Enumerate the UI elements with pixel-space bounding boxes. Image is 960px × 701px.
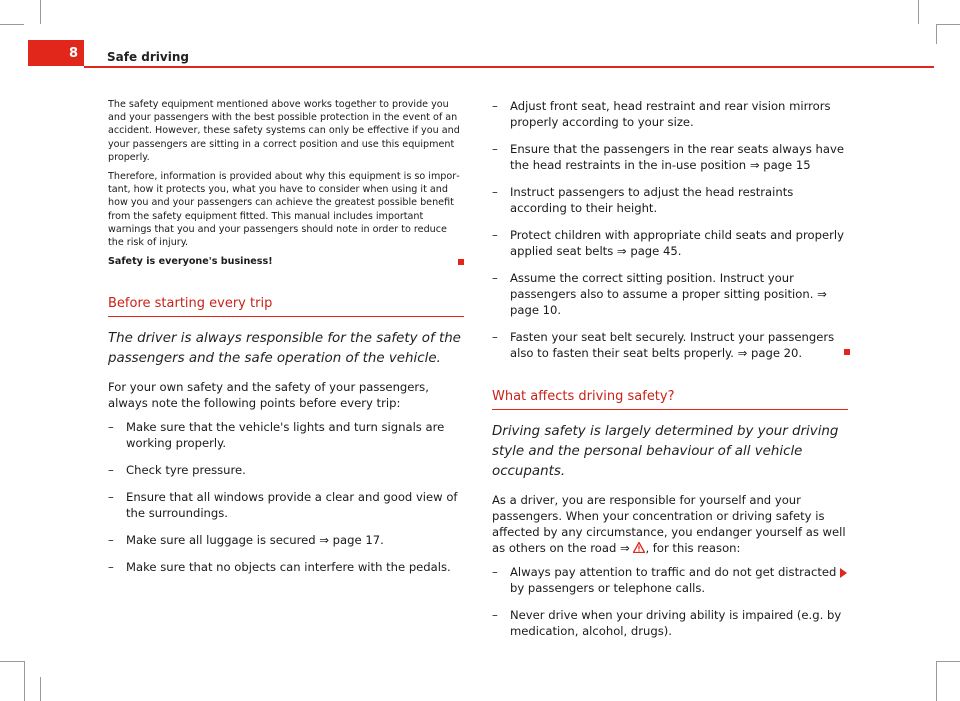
section-lead: The driver is always responsible for the safety of the passengers and the safe operation of the vehicle. xyxy=(108,331,461,367)
crop-mark-bl-h xyxy=(0,661,24,662)
section-body: For your own safety and the safety of your passengers, always note the following points before every trip: xyxy=(108,380,429,411)
section-body xyxy=(492,492,848,556)
section-heading-before-trip: Before starting every trip xyxy=(108,296,464,317)
section-body-text: As a driver, you are responsible for yourself and your passengers. When your concentration or driving safety is affected by any circumstance, you endanger yourself as well as others on the road ⇒ xyxy=(492,493,846,555)
list-item-last xyxy=(492,329,848,361)
crop-mark-tr-v xyxy=(918,0,919,24)
crop-mark-bl-v2 xyxy=(24,661,25,701)
crop-mark-br-h xyxy=(936,661,960,662)
list-item: – Check tyre pressure. xyxy=(108,462,464,478)
continue-arrow-icon xyxy=(840,568,847,578)
chapter-title: Safe driving xyxy=(107,50,189,64)
list-item: – Ensure that the passengers in the rear seats always have the head restraints in the in-use position ⇒ page 15 xyxy=(492,141,848,173)
list-item-text: Fasten your seat belt securely. Instruct your passengers also to fasten their seat belts properly. ⇒ page 20. xyxy=(510,330,835,360)
section-lead: Driving safety is largely determined by your driving style and the personal behaviour of all vehicle occupants. xyxy=(492,424,839,479)
crop-mark-br-v xyxy=(936,661,937,701)
list-item: – Always pay attention to traffic and do not get distracted by passengers or telephone calls. xyxy=(492,564,848,596)
list-item: – Make sure all luggage is secured ⇒ page 17. xyxy=(108,532,464,548)
section-heading-driving-safety: What affects driving safety? xyxy=(492,389,848,410)
checklist-continued xyxy=(492,98,848,361)
header-rule xyxy=(84,66,934,68)
crop-mark-tr-v2 xyxy=(936,24,937,44)
list-item: – Adjust front seat, head restraint and rear vision mirrors properly according to your size. xyxy=(492,98,848,130)
list-item: – Make sure that the vehicle's lights and turn signals are working properly. xyxy=(108,419,464,451)
crop-mark-tr-h xyxy=(936,24,960,25)
crop-mark-bl-v xyxy=(40,677,41,701)
slogan-text: Safety is everyone's business! xyxy=(108,256,273,268)
crop-mark-tl-h xyxy=(0,24,24,25)
left-column xyxy=(108,98,464,586)
crop-mark-tl-v xyxy=(40,0,41,24)
warning-triangle-icon xyxy=(633,542,645,553)
list-item: – Ensure that all windows provide a clear and good view of the surroundings. xyxy=(108,489,464,521)
list-item: – Protect children with appropriate child seats and properly applied seat belts ⇒ page 45. xyxy=(492,227,848,259)
section-end-marker-icon xyxy=(458,259,464,265)
list-item: – Make sure that no objects can interfere with the pedals. xyxy=(108,559,464,575)
page-number: 8 xyxy=(68,45,78,61)
section-body-text-end: , for this reason: xyxy=(645,541,741,555)
right-column xyxy=(492,98,848,650)
slogan xyxy=(108,255,464,268)
section-end-marker-icon xyxy=(844,349,850,355)
intro-paragraph: The safety equipment mentioned above works together to provide you and your passengers with the best possible protection in the event of an accident. However, these safety systems can only be effective if you and your passengers are sitting in a correct position and use this equipment properly. xyxy=(108,99,460,163)
intro-paragraph: Therefore, information is provided about why this equipment is so important, how it protects you, what you have to consider when using it and how you and your passengers can achieve the greatest possible benefit from the safety equipment fitted. This manual includes important warnings that you and your passengers should note in order to reduce the risk of injury. xyxy=(108,171,460,249)
checklist xyxy=(108,419,464,575)
page-number-box xyxy=(28,40,84,66)
list-item: – Instruct passengers to adjust the head restraints according to their height. xyxy=(492,184,848,216)
list-item: – Assume the correct sitting position. Instruct your passengers also to assume a proper sitting position. ⇒ page 10. xyxy=(492,270,848,318)
driving-rules xyxy=(492,564,848,639)
list-item: – Never drive when your driving ability is impaired (e.g. by medication, alcohol, drugs). xyxy=(492,607,848,639)
